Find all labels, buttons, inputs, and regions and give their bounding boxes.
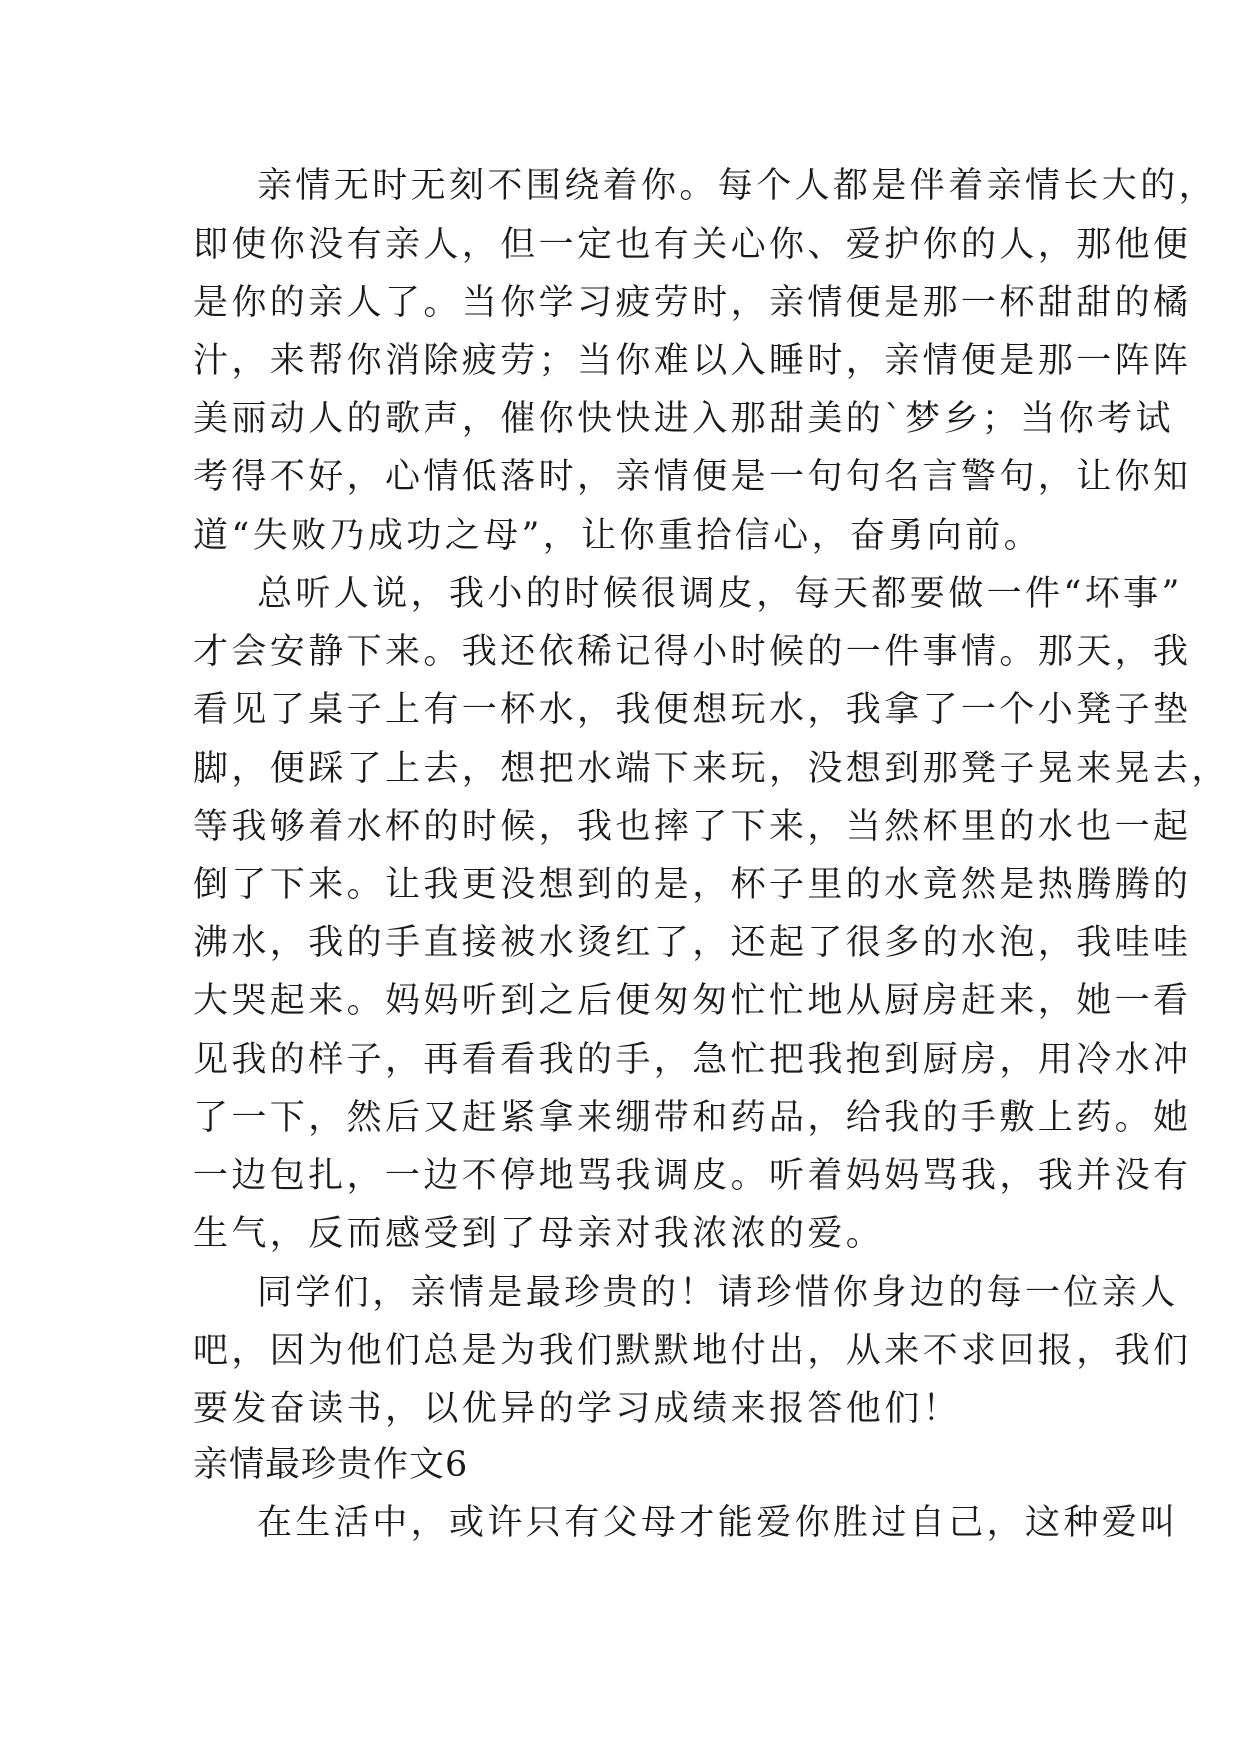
paragraph-2-line-3: 看见了桌子上有一杯水，我便想玩水，我拿了一个小凳子垫: [193, 690, 1192, 730]
paragraph-1-line-4: 汁，来帮你消除疲劳；当你难以入睡时，亲情便是那一阵阵: [193, 341, 1192, 381]
paragraph-2-line-10: 了一下，然后又赶紧拿来绷带和药品，给我的手敷上药。她: [193, 1098, 1192, 1138]
paragraph-2-line-11: 一边包扎，一边不停地骂我调皮。听着妈妈骂我，我并没有: [193, 1156, 1192, 1196]
paragraph-2-line-1: 总听人说，我小的时候很调皮，每天都要做一件“坏事”: [257, 574, 1183, 614]
section-title: 亲情最珍贵作文6: [193, 1445, 469, 1485]
paragraph-3-line-3: 要发奋读书，以优异的学习成绩来报答他们！: [193, 1389, 962, 1429]
paragraph-1-line-7: 道“失败乃成功之母”，让你重拾信心，奋勇向前。: [193, 516, 1042, 556]
paragraph-2-line-12: 生气，反而感受到了母亲对我浓浓的爱。: [193, 1214, 885, 1254]
paragraph-2-line-2: 才会安静下来。我还依稀记得小时候的一件事情。那天，我: [193, 632, 1192, 672]
paragraph-2-line-7: 沸水，我的手直接被水烫红了，还起了很多的水泡，我哇哇: [193, 923, 1192, 963]
paragraph-1-line-2: 即使你没有亲人，但一定也有关心你、爱护你的人，那他便: [193, 225, 1192, 265]
paragraph-1-line-6: 考得不好，心情低落时，亲情便是一句句名言警句，让你知: [193, 457, 1192, 497]
paragraph-2-line-8: 大哭起来。妈妈听到之后便匆匆忙忙地从厨房赶来，她一看: [193, 981, 1192, 1021]
paragraph-2-line-5: 等我够着水杯的时候，我也摔了下来，当然杯里的水也一起: [193, 807, 1192, 847]
paragraph-1-line-1: 亲情无时无刻不围绕着你。每个人都是伴着亲情长大的，: [257, 166, 1218, 206]
paragraph-1-line-5: 美丽动人的歌声，催你快快进入那甜美的`梦乡；当你考试: [193, 399, 1174, 439]
paragraph-2-line-4: 脚，便踩了上去，想把水端下来玩，没想到那凳子晃来晃去，: [193, 749, 1230, 789]
paragraph-1-line-3: 是你的亲人了。当你学习疲劳时，亲情便是那一杯甜甜的橘: [193, 283, 1192, 323]
paragraph-2-line-9: 见我的样子，再看看我的手，急忙把我抱到厨房，用冷水冲: [193, 1040, 1192, 1080]
paragraph-3-line-1: 同学们，亲情是最珍贵的！请珍惜你身边的每一位亲人: [257, 1273, 1179, 1313]
paragraph-4-line-1: 在生活中，或许只有父母才能爱你胜过自己，这种爱叫: [257, 1503, 1179, 1543]
paragraph-3-line-2: 吧，因为他们总是为我们默默地付出，从来不求回报，我们: [193, 1331, 1192, 1371]
paragraph-2-line-6: 倒了下来。让我更没想到的是，杯子里的水竟然是热腾腾的: [193, 865, 1192, 905]
